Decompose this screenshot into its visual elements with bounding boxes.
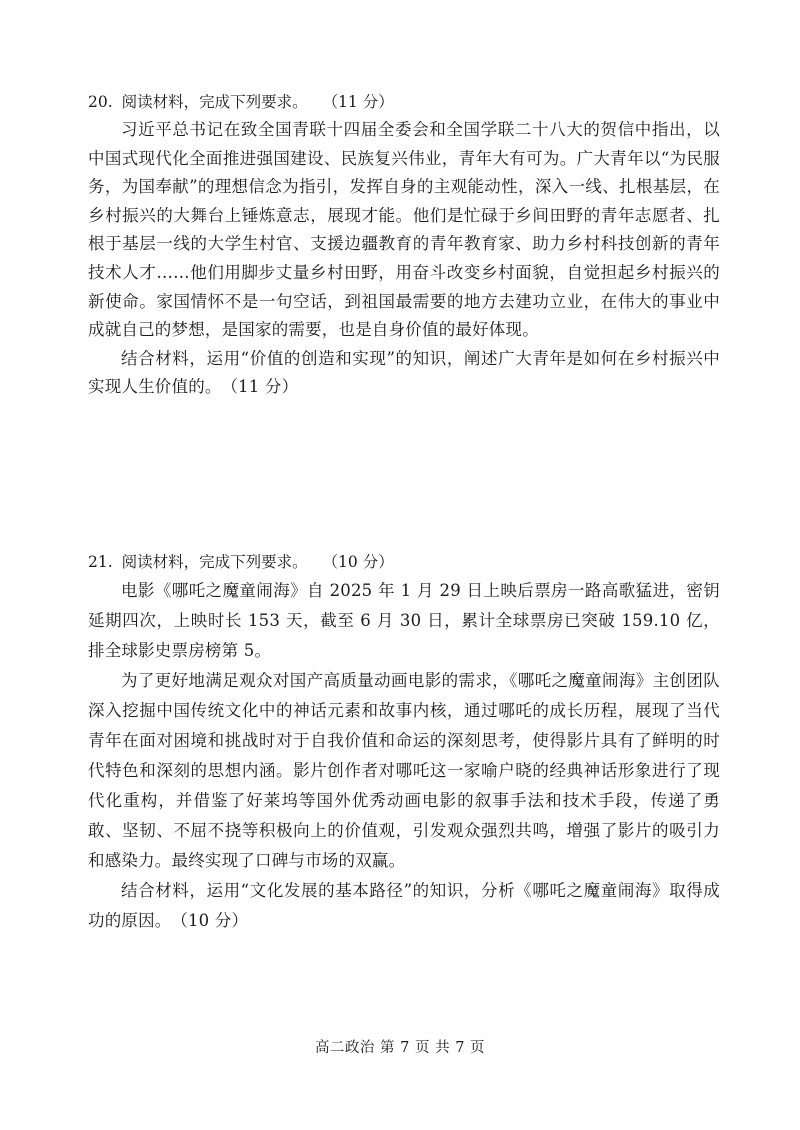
material-paragraph: 习近平总书记在致全国青联十四届全委会和全国学联二十八大的贺信中指出，以中国式现代化全面推进强国建设、民族复兴伟业，青年大有可为。广大青年以“为民服务，为国奉献”的理想信念为指引，发挥自身的主观能动性，深入一线、扎根基层，在乡村振兴的大舞台上锤炼意志，展现才能。他们是忙碌于乡间田野的青年志愿者、扎根于基层一线的大学生村官、支援边疆教育的青年教育家、助力乡村科技创新的青年技术人才……他们用脚步丈量乡村田野，用奋斗改变乡村面貌，自觉担起乡村振兴的新使命。家国情怀不是一句空话，到祖国最需要的地方去建功立业，在伟大的事业中成就自己的梦想，是国家的需要，也是自身价值的最好体现。 bbox=[88, 120, 720, 340]
question-21 bbox=[88, 548, 720, 936]
question-number: 21. bbox=[88, 553, 113, 571]
page-footer: 高二政治 第 7 页 共 7 页 bbox=[314, 1040, 486, 1056]
question-score: （10 分） bbox=[322, 553, 394, 571]
task-paragraph bbox=[88, 876, 720, 936]
task-score: （10 分） bbox=[179, 911, 249, 930]
question-instruction: 阅读材料，完成下列要求。 bbox=[121, 93, 308, 111]
task-paragraph bbox=[88, 345, 720, 402]
task-text: 结合材料，运用“文化发展的基本路径”的知识，分析《哪吒之魔童闹海》取得成功的原因。 bbox=[88, 881, 720, 930]
question-instruction: 阅读材料，完成下列要求。 bbox=[121, 553, 308, 571]
question-score: （11 分） bbox=[322, 93, 394, 111]
question-20 bbox=[88, 88, 720, 402]
material-paragraph: 电影《哪吒之魔童闹海》自 2025 年 1 月 29 日上映后票房一路高歌猛进，密钥延期四次，上映时长 153 天，截至 6 月 30 日，累计全球票房已突破 159.10 亿，排全球影史票房榜第 5。 bbox=[88, 581, 720, 660]
task-score: （11 分） bbox=[229, 377, 299, 397]
question-number: 20. bbox=[88, 93, 113, 111]
task-text: 结合材料，运用“价值的创造和实现”的知识，阐述广大青年是如何在乡村振兴中实现人生价值的。 bbox=[88, 348, 720, 397]
question-header bbox=[88, 88, 720, 116]
material-paragraph: 为了更好地满足观众对国产高质量动画电影的需求，《哪吒之魔童闹海》主创团队深入挖掘中国传统文化中的神话元素和故事内核，通过哪吒的成长历程，展现了当代青年在面对困境和挑战时对于自我价值和命运的深刻思考，使得影片具有了鲜明的时代特色和深刻的思想内涵。影片创作者对哪吒这一家喻户晓的经典神话形象进行了现代化重构，并借鉴了好莱坞等国外优秀动画电影的叙事手法和技术手段，传递了勇敢、坚韧、不屈不挠等积极向上的价值观，引发观众强烈共鸣，增强了影片的吸引力和感染力。最终实现了口碑与市场的双赢。 bbox=[88, 671, 720, 870]
question-header bbox=[88, 548, 720, 576]
